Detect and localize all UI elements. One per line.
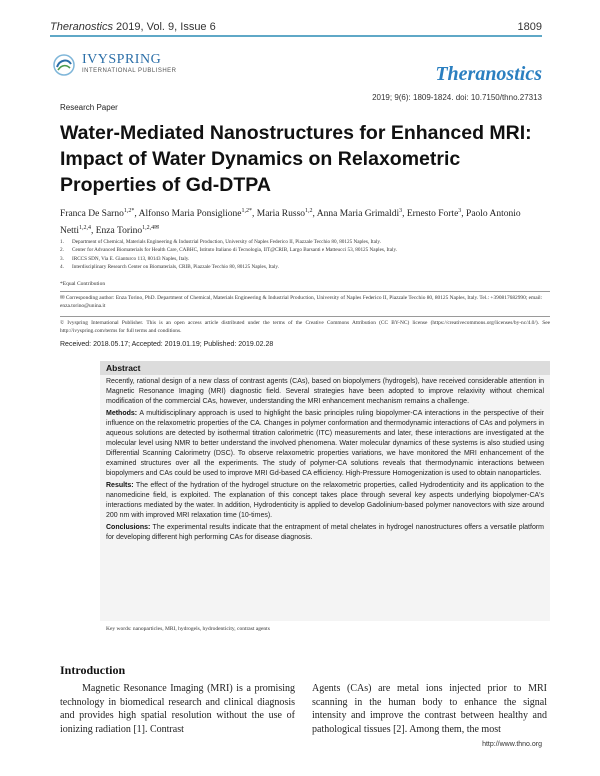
introduction-right-column: Agents (CAs) are metal ions injected prior to MRI scanning in the human body to enhance the signal intensity and improve the contrast between healthy and pathological tissues [2]. Among them, the most — [312, 683, 547, 735]
abstract-heading: Abstract — [100, 361, 550, 375]
page-number: 1809 — [517, 21, 542, 33]
author-list — [60, 204, 550, 238]
ivy-swirl-icon — [52, 53, 76, 77]
abstract-methods: Methods: A multidisciplinary approach is used to highlight the basic principles ruling biopolymer-CA interactions in the perspective of their influence on the relaxometric properties of the CA. Changes in polymer conformation and thermodynamic interactions of CAs and polymers in aqueous solutions are detected by isothermal titration calorimetric (ITC) measurements and later, these interactions are investigated at the molecular level using NMR to better understand the involved phenomena. Water molecular dynamics of these systems is also studied using Differential Scanning Calorimetry (DSC). To observe relaxometric properties variations, we have monitored the MRI enhancement of the examined structures over all the experiments. The study of polymer-CA solutions reveals that thermodynamic interactions between biopolymers and CAs could be used to improve MRI Gd-based CA efficiency. High-Pressure Homogenization is used to obtain nanoparticles. — [106, 410, 544, 477]
equal-contribution-note: *Equal Contribution — [60, 281, 106, 287]
abstract-body — [106, 377, 544, 545]
journal-name: Theranostics — [50, 21, 113, 33]
author: Paolo Antonio Netti$^{1,2,4}$, — [60, 209, 521, 237]
keywords: Key words: nanoparticles, MRI, hydrogels, hydrodenticity, contrast agents — [106, 626, 270, 632]
introduction-left-column: Magnetic Resonance Imaging (MRI) is a promising technology in biomedical research and clinical diagnosis and provides high spatial resolution without the use of ionizing radiation [1]. Contrast — [60, 683, 295, 735]
author: Maria Russo$^{1,2}$, — [256, 208, 317, 220]
affiliation-item: 3. IRCCS SDN, Via E. Gianturco 113, 80143 Naples, Italy. — [60, 255, 190, 262]
affiliation-list — [60, 238, 550, 271]
affiliation-item: 4. Interdisciplinary Research Center on Biomaterials, CRIB, Piazzale Tecchio 80, 80125 Naples, Italy. — [60, 263, 279, 270]
divider — [60, 291, 550, 292]
running-head — [50, 21, 542, 37]
publisher-subtitle: INTERNATIONAL PUBLISHER — [82, 68, 177, 74]
journal-logo: Theranostics — [435, 63, 542, 85]
affiliation-item: 1. Department of Chemical, Materials Engineering & Industrial Production, University of Naples Federico II, Piazzale Tecchio 80, 80125 Naples, Italy. — [60, 239, 381, 245]
citation-doi: 2019; 9(6): 1809-1824. doi: 10.7150/thno.27313 — [372, 93, 542, 102]
divider — [60, 316, 550, 317]
author: Alfonso Maria Ponsiglione$^{1,2*}$, — [138, 208, 257, 220]
publication-dates: Received: 2018.05.17; Accepted: 2019.01.19; Published: 2019.02.28 — [60, 341, 274, 348]
journal-volume-info: 2019, Vol. 9, Issue 6 — [112, 21, 216, 33]
author: Enza Torino$^{1,2,4✉}$ — [95, 225, 160, 237]
abstract-results: Results: The effect of the hydration of the hydrogel structure on the relaxometric properties, called Hydrodenticity and its application to the nanomedicine field, is exploited. The explanation of this concept takes place through several key aspects underlying biopolymer-CA's interactions mediated by the water. In addition, Hydrodenticity is applied to develop Gadolinium-based polymer nanovectors with size around 200 nm with improved MRI relaxation time (10-times). — [106, 482, 544, 519]
footer-url[interactable]: http://www.thno.org — [482, 741, 542, 748]
affiliation-item: 2. Center for Advanced Biomaterials for Health Care, CABHC, Istituto Italiano di Tecnologia, IIT@CRIB, Largo Barsanti e Matteucci 53, 80125 Naples, Italy. — [60, 247, 397, 254]
license-statement: © Ivyspring International Publisher. This is an open access article distributed under the terms of the Creative Commons Attribution (CC BY-NC) license (https://creativecommons.org/licenses/by-nc/4.0/). See http://ivyspring.com/terms for full terms and conditions. — [60, 320, 550, 334]
abstract-box — [100, 361, 550, 621]
abstract-intro: Recently, rational design of a new class of contrast agents (CAs), based on biopolymers (hydrogels), have received considerable attention in Magnetic Resonance Imaging (MRI) diagnostic field. Several strategies have been adopted to improve relaxivity without chemical modification of the commercial CAs, however, understanding the MRI enhancement mechanism remains a challenge. — [106, 378, 544, 405]
corresponding-author: ✉ Corresponding author: Enza Torino, PhD. Department of Chemical, Materials Engineering & Industrial Production, University of Naples Federico II, Piazzale Tecchio 80, 80125 Naples, Italy. Tel.: +390817682990; email: enza.torino@unina.it — [60, 295, 543, 309]
author: Anna Maria Grimaldi$^3$, — [316, 208, 407, 220]
publisher-name: IVYSPRING — [82, 52, 162, 67]
article-type: Research Paper — [60, 103, 118, 112]
author: Franca De Sarno$^{1,2*}$, — [60, 208, 139, 220]
abstract-conclusions: Conclusions: The experimental results indicate that the entrapment of metal chelates in hydrogel nanostructures offers a versatile platform for developing different high performing CAs for disease diagnosis. — [106, 524, 544, 541]
article-title: Water-Mediated Nanostructures for Enhanced MRI: Impact of Water Dynamics on Relaxometric Properties of Gd-DTPA — [60, 122, 532, 196]
introduction-heading: Introduction — [60, 663, 126, 677]
author: Ernesto Forte$^3$, — [406, 208, 467, 220]
